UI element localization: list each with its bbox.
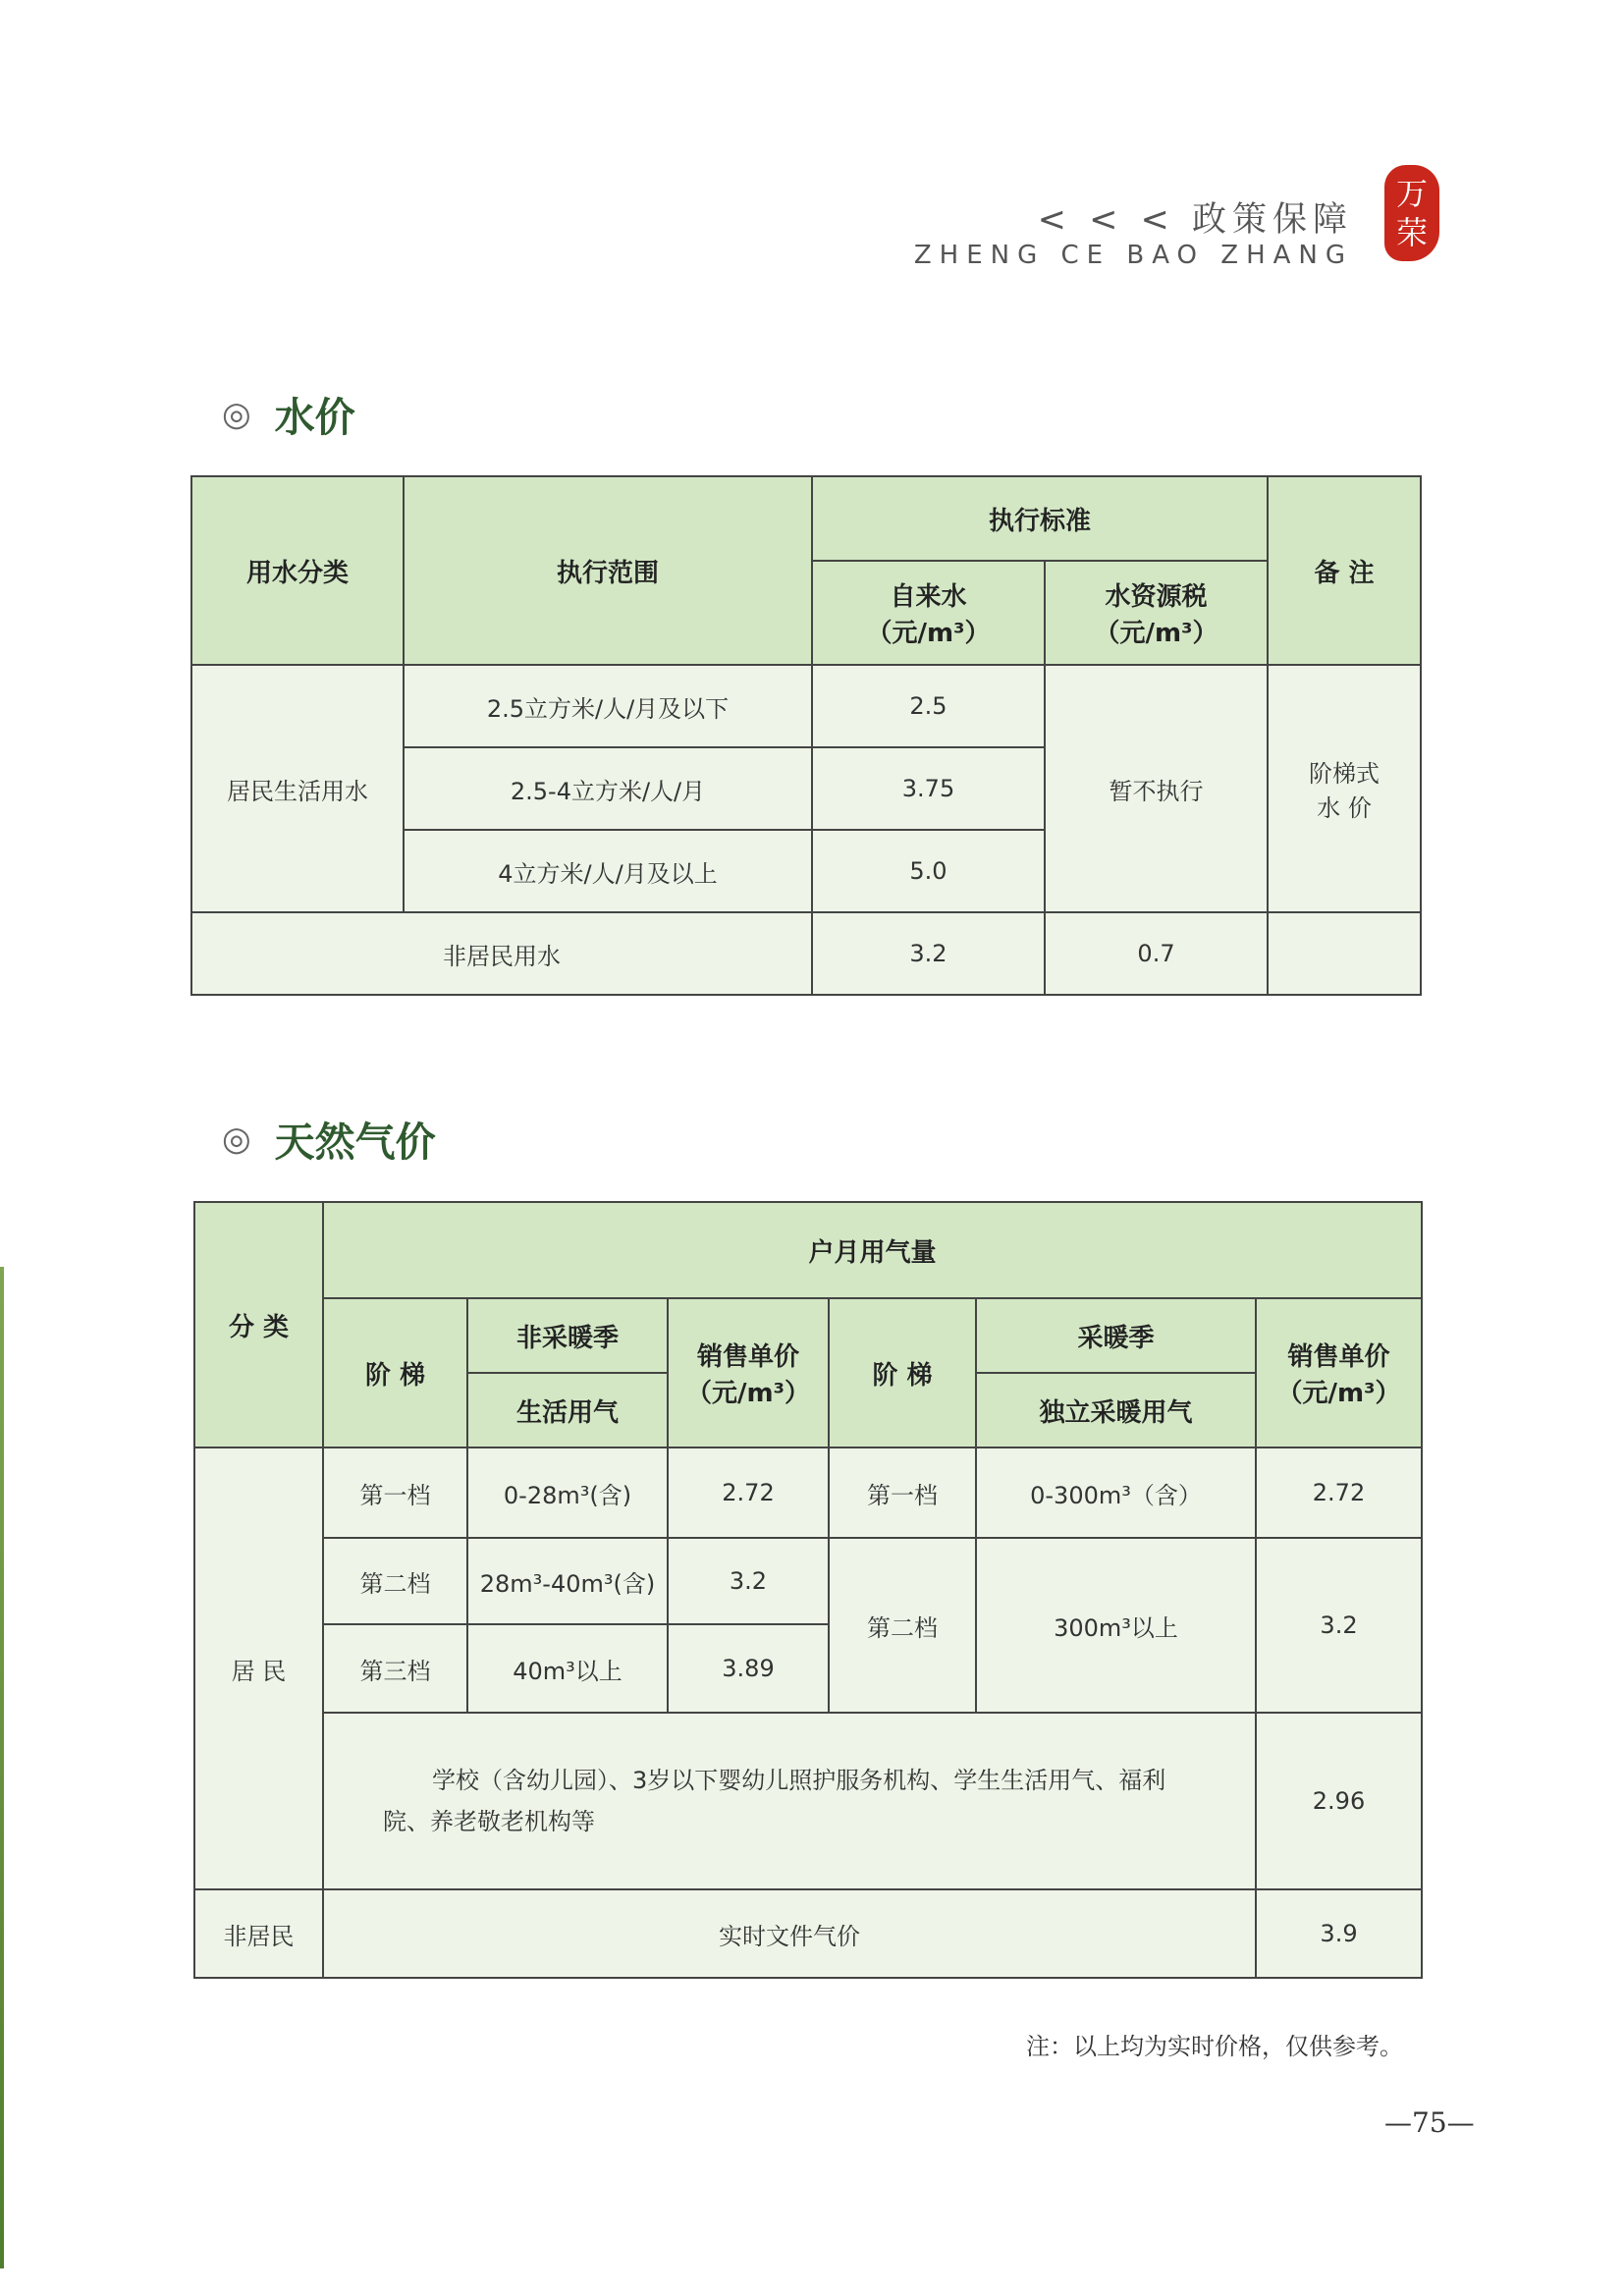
gas-resident-label: 居 民 [194,1447,323,1889]
gas-tier-2: 第二档 [323,1538,467,1624]
resident-water-label: 居民生活用水 [191,665,404,912]
gas-header-heating-gas: 独立采暖用气 [976,1373,1256,1447]
water-remark-resident [1268,665,1421,912]
nonresident-water-label: 非居民用水 [191,912,812,995]
water-tap-2: 3.75 [812,747,1045,830]
gas-nonresident-desc: 实时文件气价 [323,1889,1256,1978]
price2-label: 销售单价 [1287,1342,1390,1372]
water-tap-3: 5.0 [812,830,1045,912]
header-title: < < < 政策保障 [1037,200,1353,240]
remark-line-2: 水 价 [1317,794,1372,822]
nonresident-water-tap: 3.2 [812,912,1045,995]
double-circle-icon: ◎ [222,394,251,434]
gas-price-3: 3.89 [668,1624,829,1713]
seal-char-bottom: 荣 [1395,214,1428,251]
gas-price-2: 3.2 [668,1538,829,1624]
left-edge-strip [0,1267,4,2268]
gas-tier-1: 第一档 [323,1447,467,1538]
gas-heating-range-1: 0-300m³（含） [976,1447,1256,1538]
seal-char-top: 万 [1395,175,1428,212]
gas-range-3: 40m³以上 [467,1624,668,1713]
water-header-remark: 备 注 [1268,476,1421,665]
price-label: 销售单价 [696,1342,799,1372]
remark-line-1: 阶梯式 [1309,760,1380,788]
gas-section-heading [222,1110,436,1168]
school-line-1: 学校（含幼儿园）、3岁以下婴幼儿照护服务机构、学生生活用气、福利 [432,1767,1166,1794]
gas-school-price: 2.96 [1256,1713,1422,1889]
gas-header-living: 生活用气 [467,1373,668,1447]
gas-header-monthly: 户月用气量 [323,1202,1422,1298]
water-scope-2: 2.5-4立方米/人/月 [404,747,812,830]
school-line-2: 院、养老敬老机构等 [383,1808,595,1835]
water-header-scope: 执行范围 [404,476,812,665]
gas-tier-3: 第三档 [323,1624,467,1713]
water-scope-1: 2.5立方米/人/月及以下 [404,665,812,747]
water-price-table [190,475,1422,996]
water-section-title: 水价 [274,394,355,441]
nonresident-water-remark [1268,912,1421,995]
water-header-category: 用水分类 [191,476,404,665]
tax-label: 水资源税 [1105,582,1208,612]
water-section-heading [222,385,355,443]
page-number: —75— [1384,2106,1475,2139]
price-unit: （元/m³） [686,1379,810,1408]
gas-nonresident-label: 非居民 [194,1889,323,1978]
gas-heating-tier-1: 第一档 [829,1447,976,1538]
gas-header-heating: 采暖季 [976,1298,1256,1373]
nonresident-water-tax: 0.7 [1045,912,1268,995]
tap-unit: （元/m³） [866,619,991,648]
gas-range-1: 0-28m³(含) [467,1447,668,1538]
gas-header-non-heating: 非采暖季 [467,1298,668,1373]
gas-heating-price-2: 3.2 [1256,1538,1422,1713]
header-pinyin: ZHENG CE BAO ZHANG [913,241,1353,270]
gas-range-2: 28m³-40m³(含) [467,1538,668,1624]
gas-heating-price-1: 2.72 [1256,1447,1422,1538]
water-header-tax [1045,561,1268,665]
gas-price-1: 2.72 [668,1447,829,1538]
seal-logo [1384,165,1439,261]
gas-school-desc [323,1713,1256,1889]
gas-header-price-heating [1256,1298,1422,1447]
water-scope-3: 4立方米/人/月及以上 [404,830,812,912]
gas-heating-tier-2: 第二档 [829,1538,976,1713]
water-header-tap [812,561,1045,665]
gas-header-price [668,1298,829,1447]
water-tap-1: 2.5 [812,665,1045,747]
tax-unit: （元/m³） [1094,619,1218,648]
water-header-standard: 执行标准 [812,476,1268,561]
gas-header-category: 分 类 [194,1202,323,1447]
gas-price-table [193,1201,1423,1979]
gas-nonresident-price: 3.9 [1256,1889,1422,1978]
water-tax-resident: 暂不执行 [1045,665,1268,912]
gas-header-tier-heating: 阶 梯 [829,1298,976,1447]
tap-label: 自来水 [890,582,967,612]
gas-section-title: 天然气价 [274,1119,436,1166]
double-circle-icon: ◎ [222,1119,251,1159]
gas-header-tier: 阶 梯 [323,1298,467,1447]
gas-heating-range-2: 300m³以上 [976,1538,1256,1713]
footnote: 注：以上均为实时价格，仅供参考。 [1026,2033,1403,2060]
price2-unit: （元/m³） [1276,1379,1401,1408]
